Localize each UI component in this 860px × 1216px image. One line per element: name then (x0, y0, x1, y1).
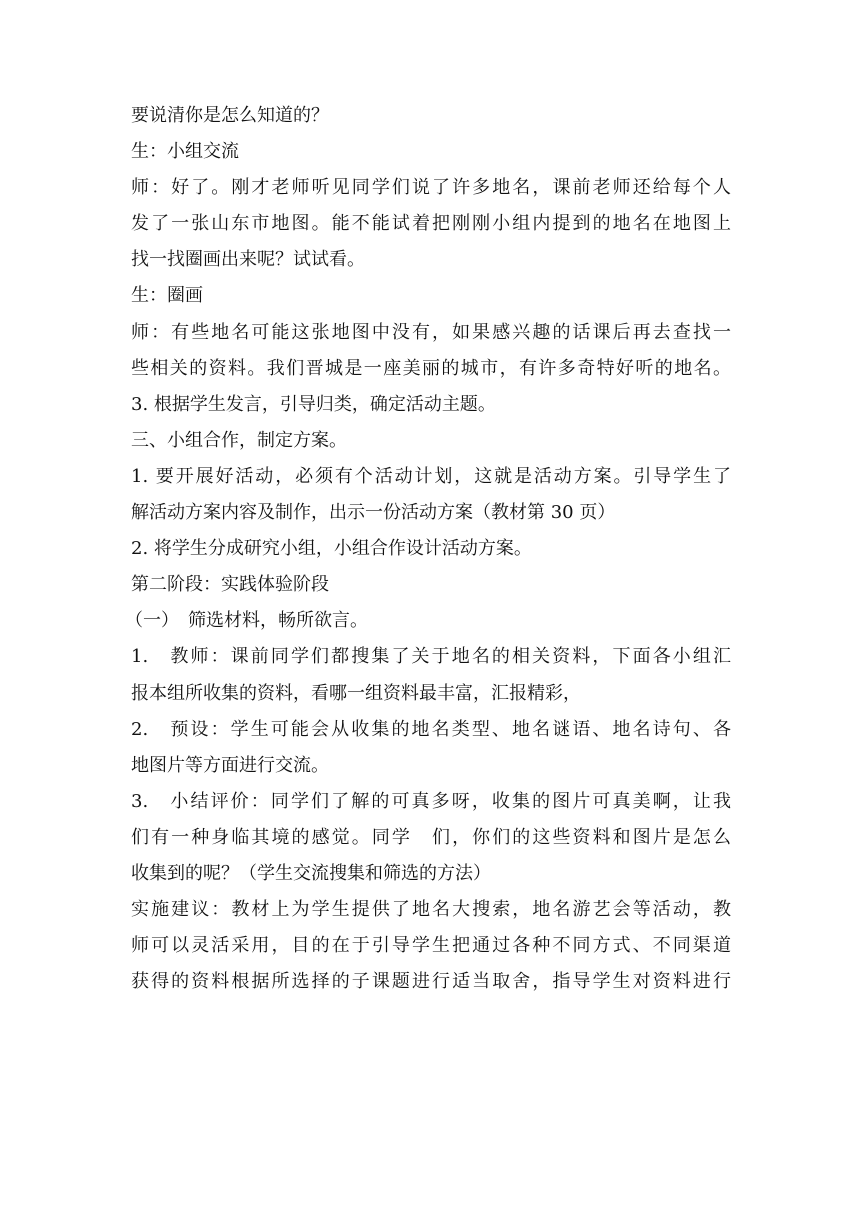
text-line: 1. 要开展好活动，必须有个活动计划，这就是活动方案。引导学生了 (131, 465, 731, 487)
text-line: 实施建议：教材上为学生提供了地名大搜索，地名游艺会等活动，教 (131, 899, 731, 921)
subsection-heading: （一） 筛选材料，畅所欲言。 (125, 610, 368, 632)
section-heading: 第二阶段：实践体验阶段 (131, 574, 329, 596)
text-line: 2. 预设：学生可能会从收集的地名类型、地名谜语、地名诗句、各 (131, 718, 731, 740)
text-line: 地图片等方面进行交流。 (131, 754, 329, 776)
text-line: 1. 教师：课前同学们都搜集了关于地名的相关资料，下面各小组汇 (131, 646, 731, 668)
text-line: 师：好了。刚才老师听见同学们说了许多地名，课前老师还给每个人 (131, 177, 731, 199)
text-line: 发了一张山东市地图。能不能试着把刚刚小组内提到的地名在地图上 (131, 213, 731, 235)
section-heading: 三、小组合作，制定方案。 (131, 429, 347, 451)
text-line: 3. 根据学生发言，引导归类，确定活动主题。 (131, 393, 496, 415)
text-line: 要说清你是怎么知道的？ (131, 105, 329, 126)
text-line: 解活动方案内容及制作，出示一份活动方案（教材第 30 页） (131, 502, 616, 524)
text-line: 获得的资料根据所选择的子课题进行适当取舍，指导学生对资料进行 (131, 971, 731, 993)
text-line: 收集到的呢？（学生交流搜集和筛选的方法） (131, 862, 491, 884)
text-line: 3. 小结评价：同学们了解的可真多呀，收集的图片可真美啊，让我 (131, 790, 731, 812)
text-line: 生：小组交流 (131, 141, 239, 163)
text-line: 生：圈画 (131, 285, 203, 307)
text-line: 找一找圈画出来呢？试试看。 (131, 249, 365, 271)
text-line: 些相关的资料。我们晋城是一座美丽的城市，有许多奇特好听的地名。 (131, 357, 731, 379)
text-line: 们有一种身临其境的感觉。同学 们，你们的这些资料和图片是怎么 (131, 826, 731, 848)
document-body (125, 98, 731, 1000)
text-line: 师：有些地名可能这张地图中没有，如果感兴趣的话课后再去查找一 (131, 321, 731, 343)
text-line: 报本组所收集的资料，看哪一组资料最丰富，汇报精彩， (131, 682, 581, 704)
text-line: 师可以灵活采用，目的在于引导学生把通过各种不同方式、不同渠道 (131, 935, 731, 957)
text-line: 2. 将学生分成研究小组，小组合作设计活动方案。 (131, 538, 532, 560)
